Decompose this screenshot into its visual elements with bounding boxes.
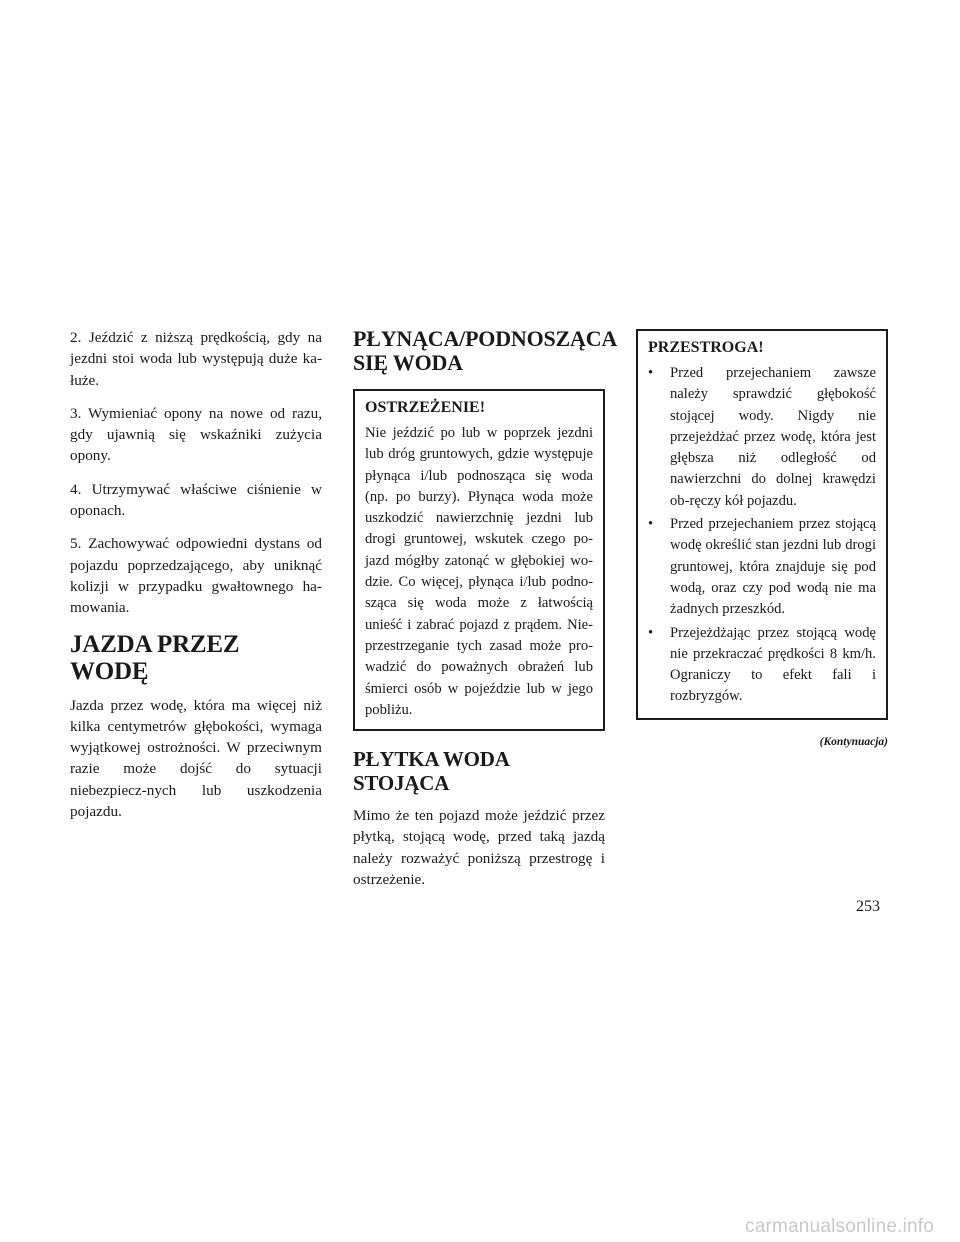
- column-middle: [353, 326, 618, 902]
- body-paragraph: Jazda przez wodę, która ma więcej niż kilka centymetrów głębokości, wymaga wyjątkowej ostrożności. W przeciwnym razie może dojść do sytuacji niebezpiecz-nych lub uszkodzenia pojazdu.: [70, 696, 322, 821]
- column-right: [636, 327, 888, 748]
- caution-title: PRZESTROGA!: [648, 339, 764, 356]
- caution-item: [648, 514, 876, 620]
- caution-box: [636, 329, 888, 720]
- column-left: [70, 327, 322, 834]
- list-item: 2. Jeździć z niższą prędkością, gdy na jezdni stoi woda lub występują duże ka-łuże.: [70, 329, 322, 389]
- warning-title: OSTRZEŻENIE!: [365, 399, 486, 416]
- caution-item: [648, 623, 876, 708]
- list-item: 5. Zachowywać odpowiedni dystans od pojazdu poprzedzającego, aby uniknąć kolizji w przypadku gwałtownego ha-mowania.: [70, 535, 322, 617]
- caution-item-text: Przed przejechaniem przez stojącą wodę określić stan jezdni lub drogi gruntowej, która znajduje się pod wodą, oraz czy pod wodą nie ma żadnych przeszkód.: [670, 516, 876, 618]
- watermark: carmanualsonline.info: [745, 1216, 935, 1237]
- caution-item-text: Przed przejechaniem zawsze należy sprawdzić głębokość stojącej wody. Nigdy nie przejeżdżać przez wodę, która jest głębsza niż odległość od nawierzchni do dolnej krawędzi ob-ręczy kół pojazdu.: [670, 365, 876, 509]
- bullet: •: [648, 624, 654, 641]
- section-heading-flowing-water: [353, 326, 618, 375]
- heading-line: PŁYNĄCA/PODNOSZĄCA: [353, 326, 618, 351]
- section-heading-water-driving: JAZDA PRZEZ WODĘ: [70, 630, 240, 685]
- caution-item-text: Przejeżdżając przez stojącą wodę nie przekraczać prędkości 8 km/h. Ograniczy to efekt fali i rozbryzgów.: [670, 624, 876, 705]
- caution-list: [648, 363, 876, 708]
- continuation-note: (Kontynuacja): [819, 735, 888, 748]
- bullet: •: [648, 365, 654, 381]
- caution-item: [648, 363, 876, 512]
- warning-text: Nie jeździć po lub w poprzek jezdni lub dróg gruntowych, gdzie występuje płynąca i/lub podnosząca się woda (np. po burzy). Płynąca woda może uszkodzić nawierzchnię jezdni lub drogi gruntowej, wskutek czego po-jazd mógłby zatonąć w głębokiej wo-dzie. Co więcej, płynąca i/lub podno-sząca się woda może z łatwością unieść i zabrać pojazd z prądem. Nie-przestrzeganie tych zasad może pro-wadzić do poważnych obrażeń lub śmierci osób w pojeździe lub w jego pobliżu.: [365, 425, 593, 718]
- body-paragraph: Mimo że ten pojazd może jeździć przez płytką, stojącą wodę, przed taką jazdą należy rozważyć poniższą przestrogę i ostrzeżenie.: [353, 807, 605, 889]
- section-heading-shallow-water: PŁYTKA WODA STOJĄCA: [353, 747, 509, 796]
- list-item: 3. Wymieniać opony na nowe od razu, gdy ujawnią się wskaźniki zużycia opony.: [70, 404, 322, 465]
- warning-box: [353, 389, 605, 731]
- list-item: 4. Utrzymywać właściwe ciśnienie w oponach.: [70, 480, 322, 520]
- page-number: 253: [856, 898, 880, 915]
- heading-line: SIĘ WODA: [353, 350, 463, 375]
- bullet: •: [648, 516, 654, 533]
